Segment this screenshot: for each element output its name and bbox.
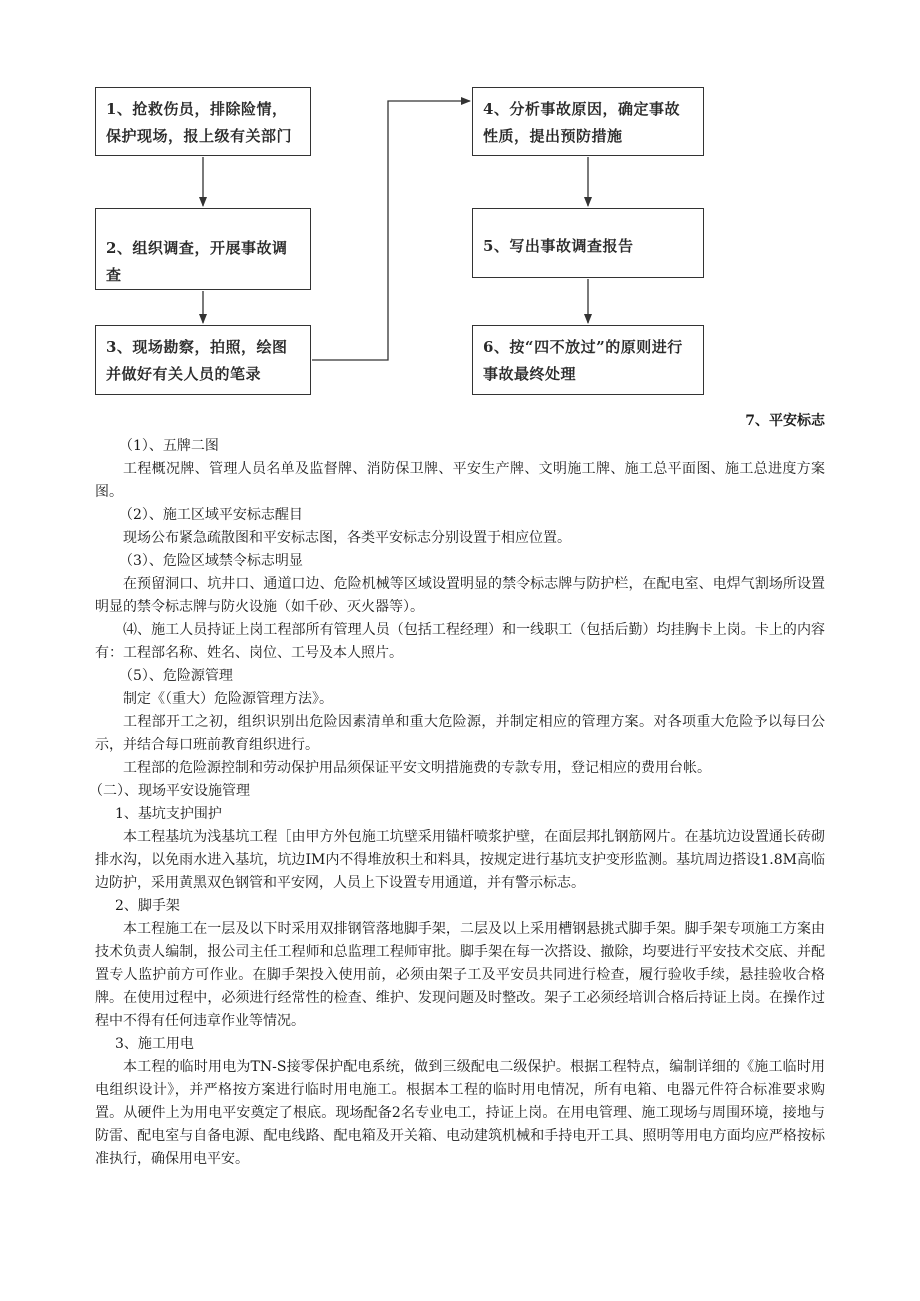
item-heading-3: 3、施工用电: [115, 1036, 194, 1052]
paragraph: 本工程基坑为浅基坑工程［由甲方外包施工坑壁采用锚杆喷浆护壁，在面层邦扎钢筋网片。在基坑边设置通长砖砌排水沟，以免雨水进入基坑，坑边IM内不得堆放积土和料具，按规定进行基坑支护变形监测。基坑周边搭设1.8M高临边防护，采用黄黑双色钢管和平安网，人员上下设置专用通道，并有警示标志。: [95, 829, 825, 891]
item-heading-2: 2、脚手架: [115, 898, 180, 914]
subsection-title-1: （1）、五牌二图: [119, 438, 219, 454]
subsection-title-2: （2）、施工区域平安标志醒目: [119, 507, 303, 523]
flow-step-6: 6、按“四不放过”的原则进行事故最终处理: [472, 325, 704, 395]
paragraph: 现场公布紧急疏散图和平安标志图，各类平安标志分别设置于相应位置。: [123, 530, 571, 546]
paragraph: 本工程的临时用电为TN-S接零保护配电系统，做到三级配电二级保护。根据工程特点，编制详细的《施工临时用电组织设计》，并严格按方案进行临时用电施工。根据本工程的临时用电情况，所有电箱、电器元件符合标准要求购置。从硬件上为用电平安奠定了根底。现场配备2名专业电工，持证上岗。在用电管理、施工现场与周围环境，接地与防雷、配电室与自备电源、配电线路、配电箱及开关箱、电动建筑机械和手持电开工具、照明等用电方面均应严格按标准执行，确保用电平安。: [95, 1059, 825, 1167]
flow-step-1: 1、抢救伤员，排除险情，保护现场，报上级有关部门: [95, 87, 311, 156]
item-heading-1: 1、基坑支护围护: [115, 806, 222, 822]
flow-step-3: 3、现场勘察，拍照，绘图并做好有关人员的笔录: [95, 325, 311, 395]
paragraph: 工程部开工之初，组织识别出危险因素清单和重大危险源，并制定相应的管理方案。对各项重大危险予以每曰公示，并结合每口班前教育组织进行。: [95, 714, 825, 753]
paragraph: 工程概况牌、管理人员名单及监督牌、消防保卫牌、平安生产牌、文明施工牌、施工总平面图、施工总进度方案图。: [95, 461, 825, 500]
accident-flowchart: [0, 0, 920, 410]
document-body: [89, 410, 825, 1171]
section-heading-7: 7、平安标志: [745, 413, 825, 429]
paragraph: 制定《（重大）危险源管理方法》。: [123, 691, 333, 707]
paragraph-item-4: ⑷、施工人员持证上岗工程部所有管理人员（包括工程经理）和一线职工（包括后勤）均挂胸卡上岗。卡上的内容有：工程部名称、姓名、岗位、工号及本人照片。: [95, 622, 825, 661]
flow-step-2: 2、组织调查，开展事故调查: [95, 208, 311, 290]
subsection-title-5: （5）、危险源管理: [119, 668, 233, 684]
paragraph: 工程部的危险源控制和劳动保护用品须保证平安文明措施费的专款专用，登记相应的费用台帐。: [123, 760, 711, 776]
part-heading-2: （二）、现场平安设施管理: [89, 783, 250, 799]
arrow-3-to-4: [312, 101, 470, 360]
paragraph: 在预留洞口、坑井口、通道口边、危险机械等区域设置明显的禁令标志牌与防护栏，在配电室、电焊气割场所设置明显的禁令标志牌与防火设施（如千砂、灭火器等）。: [95, 576, 825, 615]
flow-step-4: 4、分析事故原因，确定事故性质，提出预防措施: [472, 87, 704, 156]
subsection-title-3: （3）、危险区域禁令标志明显: [119, 553, 303, 569]
paragraph: 本工程施工在一层及以下时采用双排钢管落地脚手架，二层及以上采用槽钢悬挑式脚手架。脚手架专项施工方案由技术负责人编制，报公司主任工程师和总监理工程师审批。脚手架在每一次搭设、撤除，均要进行平安技术交底、并配置专人监护前方可作业。在脚手架投入使用前，必须由架子工及平安员共同进行检查，履行验收手续，悬挂验收合格牌。在使用过程中，必须进行经常性的检查、维护、发现问题及时整改。架子工必须经培训合格后持证上岗。在操作过程中不得有任何违章作业等情况。: [95, 921, 825, 1029]
flow-step-5: 5、写出事故调查报告: [472, 208, 704, 278]
